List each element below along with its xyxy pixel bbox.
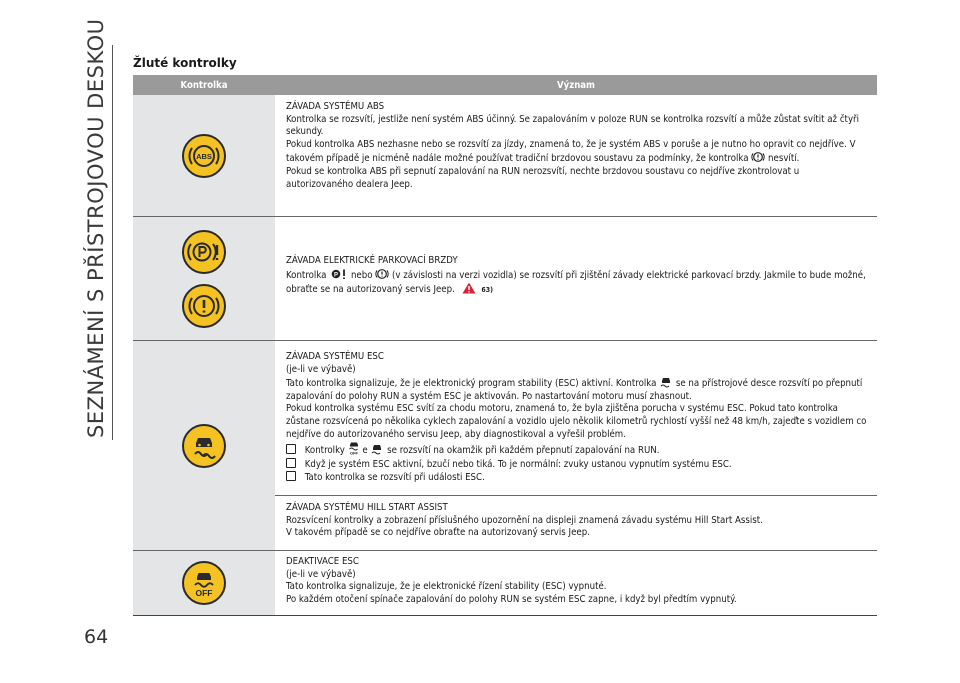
epb-text-2: nebo [350, 269, 373, 281]
esc-bullet-1-start: Kontrolky [304, 445, 345, 457]
esc-subheading: (je-li ve výbavě) [286, 363, 356, 375]
abs-paragraph-2-end: nesvítí. [768, 153, 800, 165]
page-number: 64 [84, 626, 109, 648]
esc-off-icon-label: OFF [195, 588, 213, 598]
esc-bullet-1-end: se rozsvítí na okamžik při každém přepnutí zapalování na RUN. [387, 445, 660, 457]
esc-heading: ZÁVADA SYSTÉMU ESC [286, 351, 384, 362]
icon-cell [133, 341, 275, 550]
parking-brake-fault-icon [182, 230, 226, 274]
esc-off-inline-icon [348, 441, 360, 455]
esc-bullet-1-middle: e [362, 445, 368, 457]
hsa-paragraph-1: Rozsvícení kontrolky a zobrazení příslušného upozornění na displeji znamená závadu systému Hill Start Assist. [286, 514, 763, 526]
epb-heading: ZÁVADA ELEKTRICKÉ PARKOVACÍ BRZDY [286, 255, 458, 266]
parking-brake-fault-inline-icon [329, 268, 348, 280]
abs-paragraph-2 [286, 139, 867, 166]
esc-bullet-1 [286, 441, 867, 458]
esc-warning-icon [182, 424, 226, 468]
esc-paragraph-1-start: Tato kontrolka signalizuje, že je elektronický program stability (ESC) aktivní. Kontrolka [286, 378, 657, 390]
hazard-triangle-icon [462, 282, 476, 294]
row-divider [275, 495, 877, 496]
table-row-esc [133, 341, 877, 551]
svg-text:OFF: OFF [349, 450, 358, 456]
esc-inline-icon [659, 376, 673, 388]
icon-cell [133, 95, 275, 216]
brake-warning-icon [751, 151, 765, 163]
bullet-marker [286, 444, 296, 454]
esc-paragraph-2: Pokud kontrolka systému ESC svítí za chodu motoru, znamená to, že byla zjištěna porucha v systému ESC. Pokud tato kontrolka zůstane rozsvícená po několika cyklech zapalování a vozidlo ujelo několik kilometrů rychlostí vyšší než 48 km/h, zajeďte s vozidlem co nejdříve do autorizovaného servisu Jeep, aby diagnostikoval a vyřešil problém. [286, 403, 867, 440]
table-row-parking-brake [133, 217, 877, 341]
note-reference[interactable]: 63) [481, 286, 493, 295]
esc-bullet-3-text: Tato kontrolka se rozsvítí při události ESC. [304, 472, 485, 484]
abs-paragraph-3: Pokud se kontrolka ABS při sepnutí zapalování na RUN nerozsvítí, nechte brzdovou soustavu co nejdříve zkontrolovat u autorizovaného dealera Jeep. [286, 165, 800, 190]
meaning-cell [275, 551, 877, 615]
table-header [133, 75, 877, 95]
esc-off-paragraph-2: Po každém otočení spínače zapalování do polohy RUN se systém ESC zapne, i když byl předtím vypnutý. [286, 593, 737, 605]
esc-off-paragraph-1: Tato kontrolka signalizuje, že je elektronické řízení stability (ESC) vypnuté. [286, 581, 607, 593]
chapter-rule [112, 45, 113, 440]
table-row-esc-off [133, 551, 877, 616]
epb-paragraph [286, 268, 867, 298]
epb-text-3: (v závislosti na verzi vozidla) se rozsvítí při zjištění závady elektrické parkovací brzdy. Jakmile to bude možné, obraťte se na autorizovaný servis Jeep. [286, 269, 866, 296]
abs-warning-icon [182, 134, 226, 178]
section-title: Žluté kontrolky [133, 56, 237, 70]
abs-paragraph-2-start: Pokud kontrolka ABS nezhasne nebo se rozsvítí za jízdy, znamená to, že je systém ABS v poruše a je nutno ho opravit co nejdříve. V takovém případě je nicméně nadále možné používat tradiční brzdovou soustavu za podmínky, že kontrolka [286, 138, 856, 165]
abs-paragraph-1: Kontrolka se rozsvítí, jestliže není systém ABS účinný. Se zapalováním v poloze RUN se kontrolka rozsvítí a může zůstat svítit až čtyři sekundy. [286, 113, 859, 138]
esc-off-heading: DEAKTIVACE ESC [286, 556, 359, 567]
column-header-icon: Kontrolka [180, 79, 228, 91]
esc-bullet-3 [286, 471, 867, 485]
svg-text:P: P [334, 271, 339, 278]
esc-bullet-2-text: Když je systém ESC aktivní, bzučí nebo tiká. To je normální: zvuky ustanou vypnutím systému ESC. [304, 458, 732, 470]
chapter-title: SEZNÁMENÍ S PŘÍSTROJOVOU DESKOU [84, 18, 108, 438]
esc-off-icon [182, 561, 226, 605]
warning-lights-table [133, 75, 877, 616]
abs-heading: ZÁVADA SYSTÉMU ABS [286, 101, 385, 112]
esc-bullet-2 [286, 458, 867, 472]
meaning-cell [275, 217, 877, 340]
table-row-abs [133, 95, 877, 217]
esc-inline-icon [370, 443, 384, 455]
brake-warning-inline-icon [375, 268, 389, 280]
esc-paragraph-1 [286, 376, 867, 403]
bullet-marker [286, 471, 296, 481]
esc-paragraph-1-end: se na přístrojové desce rozsvítí po přepnutí zapalování do polohy RUN a systém ESC je aktivován. Po nastartování motoru musí zhasnout. [286, 378, 863, 402]
meaning-cell [275, 95, 877, 216]
hsa-heading: ZÁVADA SYSTÉMU HILL START ASSIST [286, 501, 448, 513]
icon-cell [133, 217, 275, 340]
epb-text-1: Kontrolka [286, 269, 327, 281]
brake-system-warning-icon [182, 284, 226, 328]
meaning-cell [275, 341, 877, 550]
bullet-marker [286, 458, 296, 468]
abs-icon-label: ABS [196, 151, 212, 161]
icon-cell [133, 551, 275, 615]
hsa-paragraph-2: V takovém případě se co nejdříve obraťte na autorizovaný servis Jeep. [286, 527, 590, 539]
column-header-meaning: Význam [557, 79, 595, 91]
esc-off-subheading: (je-li ve výbavě) [286, 568, 356, 580]
